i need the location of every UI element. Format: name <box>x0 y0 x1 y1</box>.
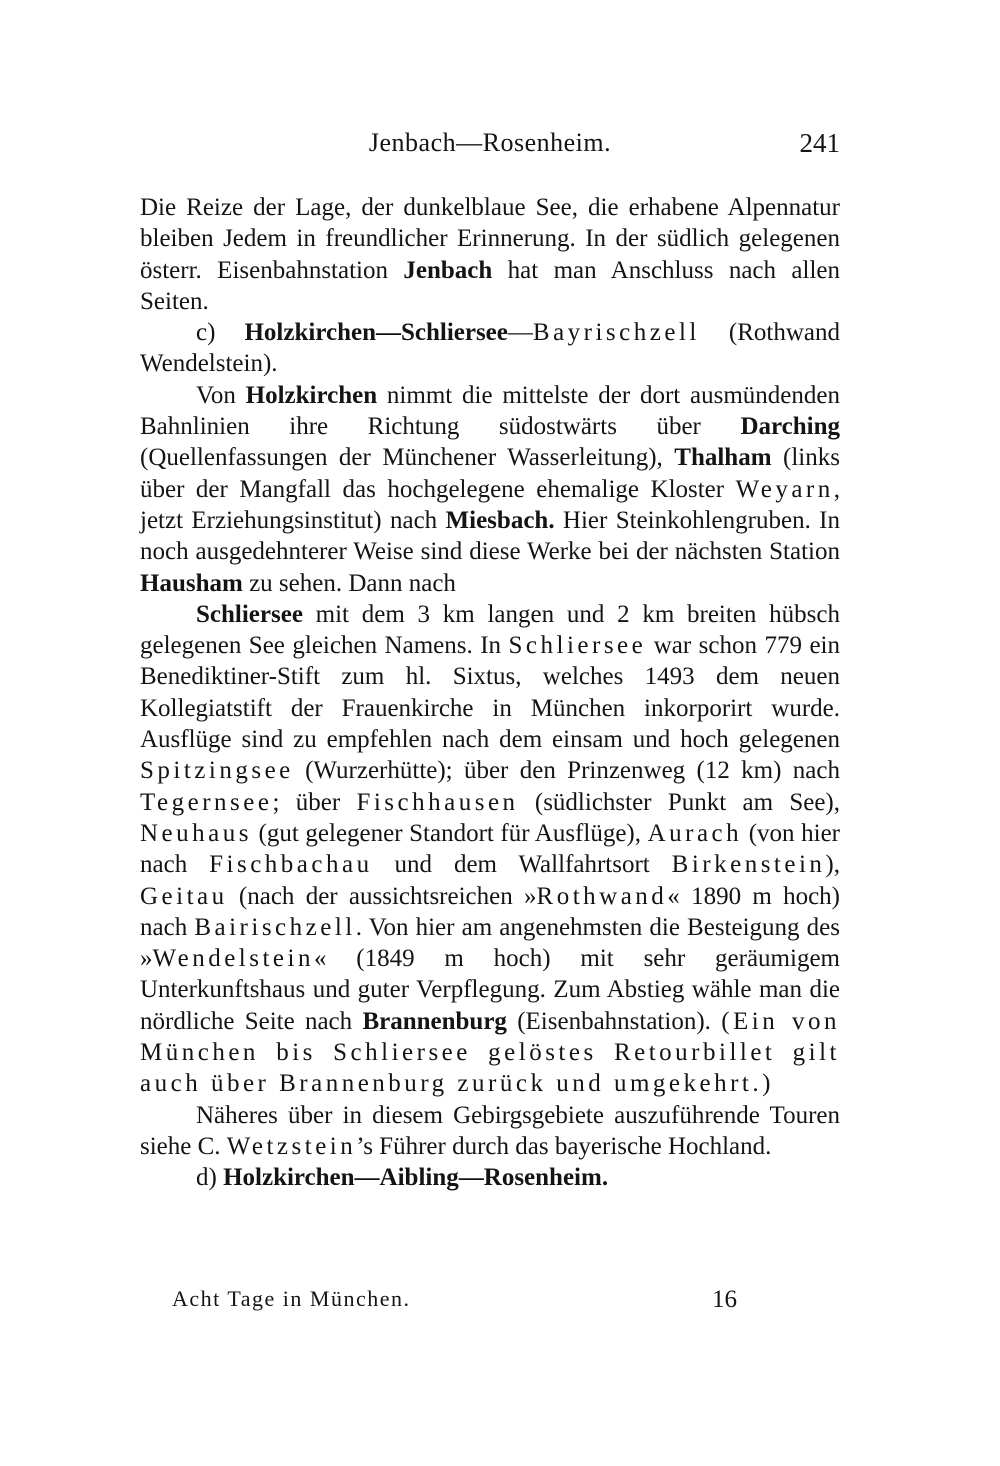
spaced-name: Bairischzell <box>194 913 356 941</box>
place-darching: Darching <box>740 413 840 441</box>
text-run: « (1849 m hoch) mit sehr geräumigem Unterkunftshaus und guter Verpflegung. Zum Abstieg wähle man die nördliche Seite nach <box>140 945 840 1035</box>
place-schliersee: Schliersee <box>196 600 303 628</box>
route-holzkirchen-schliersee: Holzkirchen—Schliersee <box>244 319 508 347</box>
author-wetzstein: Wetzstein <box>226 1132 357 1160</box>
text-run: « 1890 m hoch) nach <box>140 882 840 941</box>
place-jenbach: Jenbach <box>403 256 493 284</box>
text-run: ), <box>825 851 840 879</box>
paragraph-holzkirchen <box>140 380 840 599</box>
text-run: (Eisenbahnstation). <box>506 1007 722 1035</box>
spaced-name: Fischbachau <box>209 851 373 879</box>
text-run: (südlichster Punkt am See), <box>518 788 840 816</box>
sheet-number: 16 <box>712 1286 737 1313</box>
text-run: nimmt die mittelste der dort ausmündenden Bahnlinien ihre Richtung südostwärts über <box>140 381 840 441</box>
text-run: Näheres über in diesem Gebirgsgebiete auszuführende Touren siehe C. <box>140 1101 840 1160</box>
text-run: (von hier nach <box>140 819 840 879</box>
text-run: ; über <box>272 788 357 816</box>
place-brannenburg: Brannenburg <box>362 1007 507 1035</box>
text-run: Von <box>196 381 246 409</box>
text-run: hat man Anschluss nach allen Seiten. <box>140 256 840 315</box>
spaced-name: Birkenstein <box>671 851 826 879</box>
place-hausham: Hausham <box>140 569 243 597</box>
spaced-name: Schliersee <box>508 632 647 660</box>
text-run: , jetzt Erziehungsinstitut) nach <box>140 475 840 534</box>
text-run: (gut gelegener Standort für Ausflüge), <box>251 819 648 847</box>
place-miesbach: Miesbach. <box>445 506 555 534</box>
section-heading-c <box>140 317 840 380</box>
text-run: (links über der Mangfall das hochgelegene ehemalige Kloster <box>140 444 840 503</box>
text-run: — <box>507 319 533 347</box>
text-run: . Von hier am angenehmsten die Besteigung des » <box>140 913 840 973</box>
running-title: Jenbach—Rosenheim. <box>368 128 612 157</box>
text-run: Hier Steinkohlengruben. In noch ausgedehnterer Weise sind diese Werke bei der nächsten Station <box>140 506 840 566</box>
text-run: zu sehen. Dann nach <box>242 569 456 597</box>
place-bayrischzell: Bayrischzell <box>532 319 700 347</box>
paragraph-jenbach <box>140 192 840 317</box>
spaced-name: Tegernsee <box>140 788 273 816</box>
text-run: (Quellenfassungen der Münchener Wasserleitung), <box>140 444 675 472</box>
text-run: c) <box>196 319 245 347</box>
text-run: und dem Wallfahrtsort <box>372 851 672 879</box>
page-header <box>140 128 840 168</box>
text-run: ’s Führer durch das bayerische Hochland. <box>356 1132 772 1160</box>
page-footer <box>172 1286 840 1322</box>
paragraph-schliersee <box>140 599 840 1100</box>
ticket-note: (Ein von München bis Schliersee gelöstes Retourbillet gilt auch über Brannenburg zurück und umgekehrt.) <box>140 1007 841 1098</box>
body-text <box>140 192 840 1194</box>
spaced-name: Neuhaus <box>140 819 252 847</box>
spaced-name: Fischhausen <box>356 788 519 816</box>
text-run: Die Reize der Lage, der dunkelblaue See, die erhabene Alpennatur bleiben Jedem in freundlicher Erinnerung. In der südlich gelegenen österr. Eisenbahnstation <box>140 194 840 284</box>
text-run: d) <box>196 1164 224 1192</box>
place-weyarn: Weyarn <box>735 475 834 503</box>
paragraph-further-tours <box>140 1100 840 1163</box>
place-thalham: Thalham <box>674 444 772 472</box>
text-run: (nach der aussichtsreichen » <box>227 882 537 910</box>
text-run: (Wurzerhütte); über den Prinzenweg (12 km) nach <box>293 757 840 785</box>
route-holzkirchen-rosenheim: Holzkirchen—Aibling—Rosenheim. <box>223 1164 609 1192</box>
text-run: mit dem 3 km langen und 2 km breiten hübsch gelegenen See gleichen Namens. In <box>140 600 840 660</box>
section-heading-d <box>140 1162 840 1193</box>
footer-signature: Acht Tage in München. <box>172 1286 411 1311</box>
spaced-name: Geitau <box>140 882 228 910</box>
spaced-name: Wendelstein <box>152 945 314 973</box>
spaced-name: Aurach <box>647 819 743 847</box>
text-run: (Rothwand Wendelstein). <box>140 319 840 378</box>
spaced-name: Spitzingsee <box>140 757 294 785</box>
place-holzkirchen: Holzkirchen <box>245 381 378 409</box>
text-run: war schon 779 ein Benediktiner-Stift zum hl. Sixtus, welches 1493 dem neuen Kollegiatstift der Frauenkirche in München inkorporirt wurde. Ausflüge sind zu empfehlen nach dem einsam und hoch gelegenen <box>140 632 840 754</box>
spaced-name: Rothwand <box>536 882 668 910</box>
page-number: 241 <box>799 128 840 158</box>
